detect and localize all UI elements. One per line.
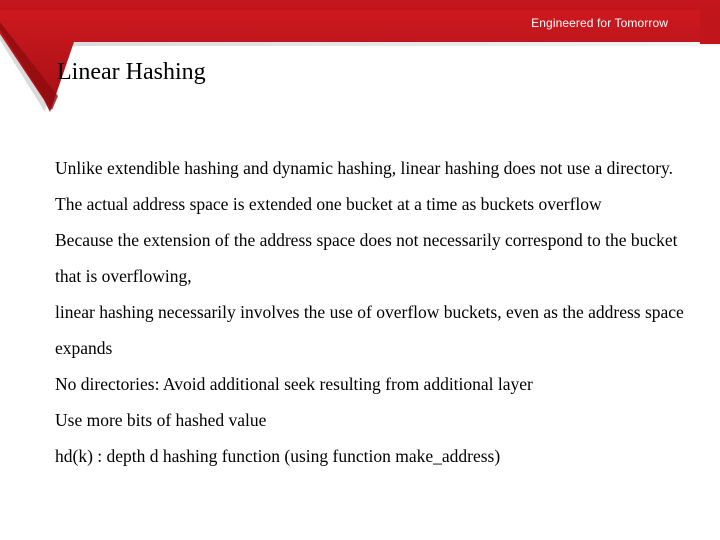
paragraph-2: The actual address space is extended one bucket at a time as buckets overflow [55,194,602,214]
slide-title: Linear Hashing [57,59,206,85]
paragraph-4: linear hashing necessarily involves the use of overflow buckets, even as the address space expands [55,302,684,358]
paragraph-6: Use more bits of hashed value [55,410,267,430]
slide-body [55,150,695,474]
paragraph-7: hd(k) : depth d hashing function (using function make_address) [55,446,501,466]
paragraph-1: Unlike extendible hashing and dynamic hashing, linear hashing does not use a directory. [55,158,674,178]
paragraph-3: Because the extension of the address space does not necessarily correspond to the bucket that is overflowing, [55,230,678,286]
paragraph-5: No directories: Avoid additional seek resulting from additional layer [55,374,533,394]
header-tagline: Engineered for Tomorrow [531,16,668,30]
